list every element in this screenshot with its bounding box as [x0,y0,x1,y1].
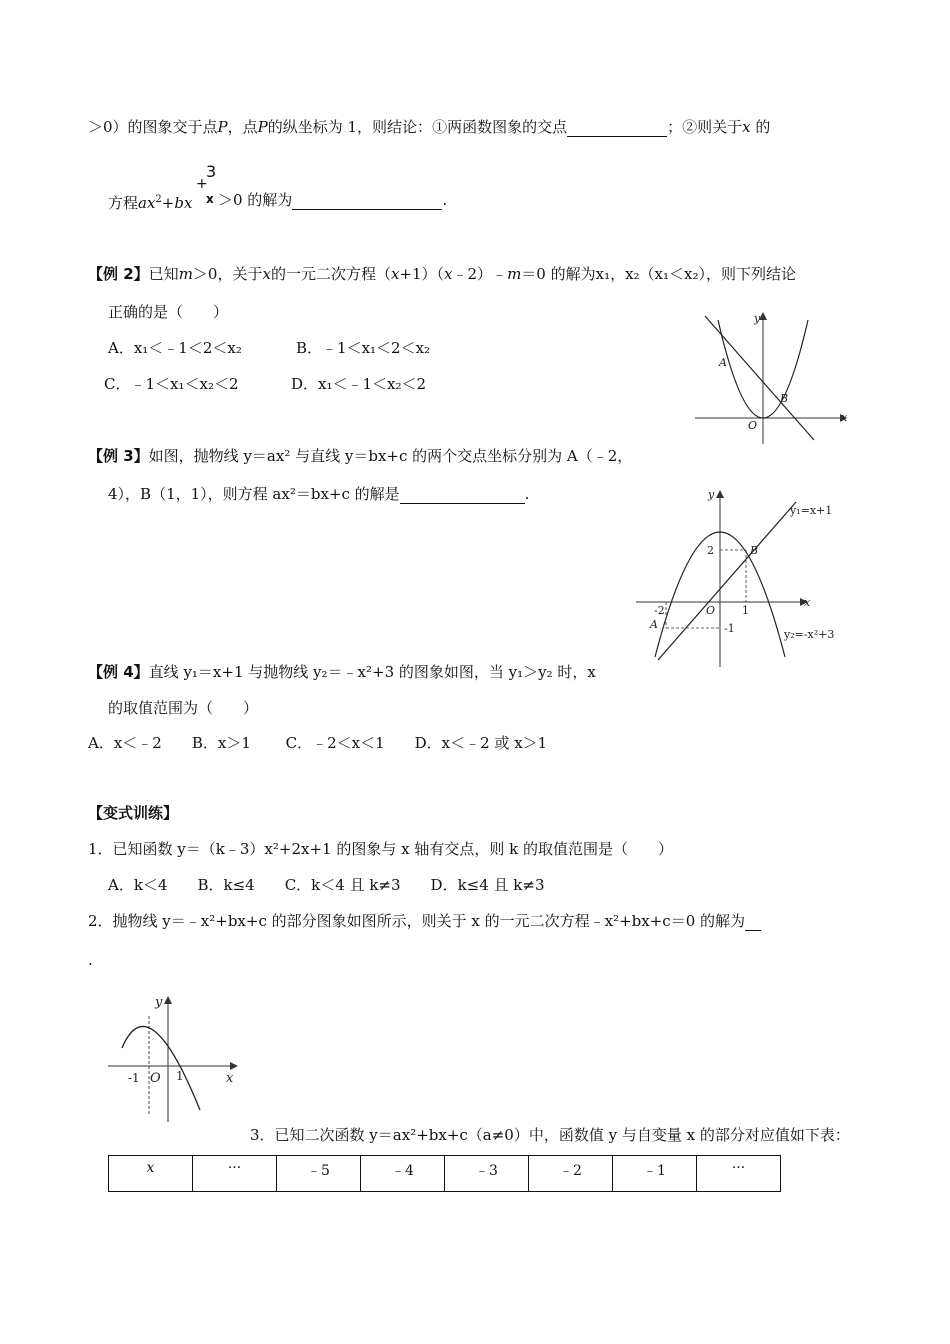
q2-figure [100,992,250,1127]
value-table [108,1155,781,1192]
variant-heading: 【变式训练】 [88,804,179,822]
parabola-label: y₂=-x²+3 [784,628,835,641]
table-cell: ﹣4 [361,1156,445,1192]
tick-1-label: 1 [742,604,749,617]
table-cell: x [109,1156,193,1192]
table-cell: ﹣1 [613,1156,697,1192]
answer-blank[interactable] [292,195,442,210]
x-label: x [841,411,848,424]
x-label: x [804,596,811,609]
ex2-figure [690,308,860,448]
table-cell: ··· [697,1156,781,1192]
origin-label: O [748,419,758,432]
line-curve [705,316,814,440]
ex3-figure [628,482,850,674]
variant-q1-options: A．k＜4 B．k≤4 C．k＜4 且 k≠3 D．k≤4 且 k≠3 [108,876,545,894]
ex4-options: A．x＜﹣2 B．x＞1 C．﹣2＜x＜1 D．x＜﹣2 或 x＞1 [88,734,548,752]
y-axis-arrow-icon [164,996,172,1004]
table-cell: ﹣5 [277,1156,361,1192]
point-a-label: A [650,618,658,631]
intro-line-2: 方程$ax^2+bx$ [108,194,193,212]
y-label: y [708,488,715,501]
point-a-label: A [719,356,727,369]
answer-blank[interactable] [567,122,667,137]
ex2-line-2: 正确的是（ ） [108,303,229,321]
line-label: y₁=x+1 [790,504,833,517]
x-axis-arrow-icon [230,1062,238,1070]
ex2-option-b: B．﹣1＜x₁＜2＜x₂ [296,339,431,357]
ex2-option-a: A．x₁＜﹣1＜2＜x₂ [108,339,242,357]
variant-q2-end: . [88,951,93,969]
ex4-line-1: 【例 4】直线 y₁＝x+1 与抛物线 y₂＝﹣x²+3 的图象如图，当 y₁＞y₂ 时，x [88,663,596,681]
table-cell: ﹣3 [445,1156,529,1192]
variant-q3: 3．已知二次函数 y＝ax²+bx+c（a≠0）中，函数值 y 与自变量 x 的部分对应值如下表： [250,1126,850,1144]
ex3-line-1: 【例 3】如图，抛物线 y＝ax² 与直线 y＝bx+c 的两个交点坐标分别为 A（﹣2， [88,447,633,465]
tick-neg2-label: -2 [654,604,665,617]
variant-q1: 1．已知函数 y＝（k﹣3）x²+2x+1 的图象与 x 轴有交点，则 k 的取值范围是（ ） [88,840,673,858]
table-cell: ··· [193,1156,277,1192]
table-row [109,1156,781,1192]
intro-line-1: ＞0）的图象交于点P，点P的纵坐标为 1，则结论：①两函数图象的交点 ；②则关于x 的 [88,118,771,136]
point-b-label: B [750,544,759,557]
table-cell: ﹣2 [529,1156,613,1192]
y-axis-arrow-icon [716,490,724,498]
y-label: y [155,995,163,1010]
variant-q2: 2．抛物线 y＝﹣x²+bx+c 的部分图象如图所示，则关于 x 的一元二次方程﹣x²+bx+c＝0 的解为 [88,911,761,931]
point-b-label: B [780,392,789,405]
origin-label: O [150,1071,161,1086]
parabola-curve [122,1026,200,1110]
tick-neg1-label: -1 [128,1071,140,1085]
tick-1-label: 1 [176,1069,184,1083]
answer-blank[interactable] [745,916,761,931]
x-label: x [226,1071,234,1086]
answer-blank[interactable] [400,489,525,504]
tick-2-label: 2 [707,544,714,557]
y-label: y [754,312,761,325]
ex3-line-2: 4），B（1，1），则方程 ax²＝bx+c 的解是 . [108,485,530,503]
ex2-option-c: C．﹣1＜x₁＜x₂＜2 [104,375,239,393]
intro-line-2-rest: ＞0 的解为 . [218,191,448,209]
origin-label: O [706,604,716,617]
ex2-line-1: 【例 2】已知m＞0，关于x的一元二次方程（x+1）（x﹣2）﹣m＝0 的解为x₁，x₂（x₁＜x₂），则下列结论 [88,265,797,283]
ex4-line-2: 的取值范围为（ ） [108,699,259,717]
tick-neg1-label: -1 [724,622,735,635]
ex2-option-d: D．x₁＜﹣1＜x₂＜2 [291,375,427,393]
